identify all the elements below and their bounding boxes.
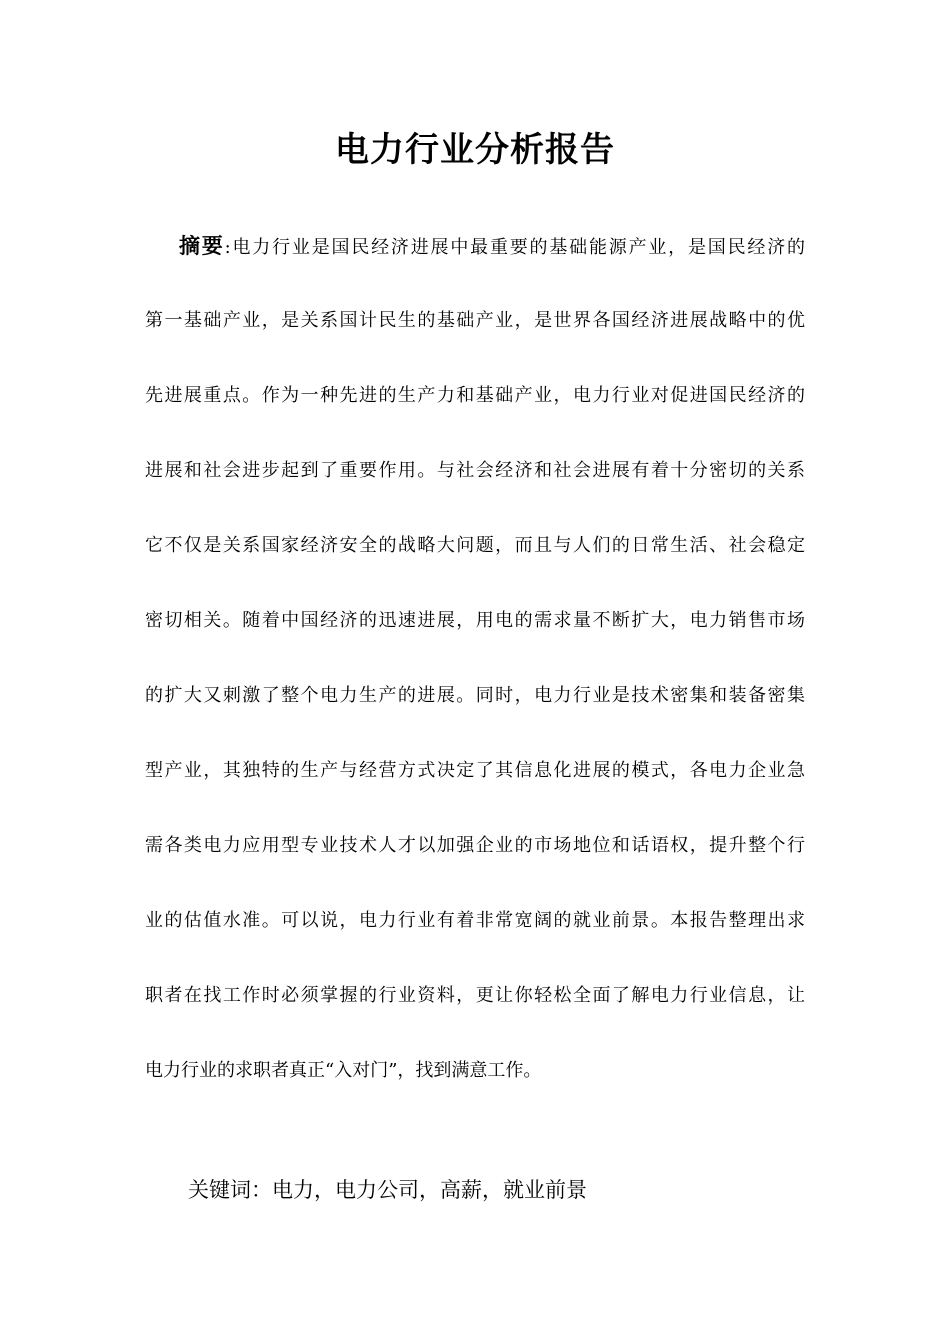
abstract-line: 业的估值水准。可以说，电力行业有着非常宽阔的就业前景。本报告整理出求	[145, 910, 805, 931]
abstract-section	[145, 226, 805, 1126]
keywords-line: 关键词：电力，电力公司，高薪，就业前景	[188, 1178, 587, 1202]
abstract-line	[145, 226, 805, 301]
abstract-line: 电力行业的求职者真正“入对门”，找到满意工作。	[145, 1060, 542, 1081]
abstract-line: 需各类电力应用型专业技术人才以加强企业的市场地位和话语权，提升整个行	[145, 835, 805, 856]
abstract-line: 的扩大又刺激了整个电力生产的进展。同时，电力行业是技术密集和装备密集	[145, 685, 805, 706]
abstract-line: 它不仅是关系国家经济安全的战略大问题，而且与人们的日常生活、社会稳定	[145, 535, 805, 556]
abstract-line: 型产业，其独特的生产与经营方式决定了其信息化进展的模式，各电力企业急	[145, 760, 805, 781]
abstract-colon: :	[224, 237, 231, 258]
abstract-text: 电力行业是国民经济进展中最重要的基础能源产业，是国民经济的	[230, 237, 805, 258]
abstract-line: 先进展重点。作为一种先进的生产力和基础产业，电力行业对促进国民经济的	[145, 385, 805, 406]
abstract-line: 进展和社会进步起到了重要作用。与社会经济和社会进展有着十分密切的关系	[145, 460, 805, 481]
abstract-line: 职者在找工作时必须掌握的行业资料，更让你轻松全面了解电力行业信息，让	[145, 985, 805, 1006]
abstract-label: 摘要	[179, 233, 225, 258]
abstract-line: 密切相关。随着中国经济的迅速进展，用电的需求量不断扩大，电力销售市场	[145, 610, 805, 631]
abstract-line: 第一基础产业，是关系国计民生的基础产业，是世界各国经济进展战略中的优	[145, 310, 805, 331]
document-title: 电力行业分析报告	[335, 130, 615, 170]
